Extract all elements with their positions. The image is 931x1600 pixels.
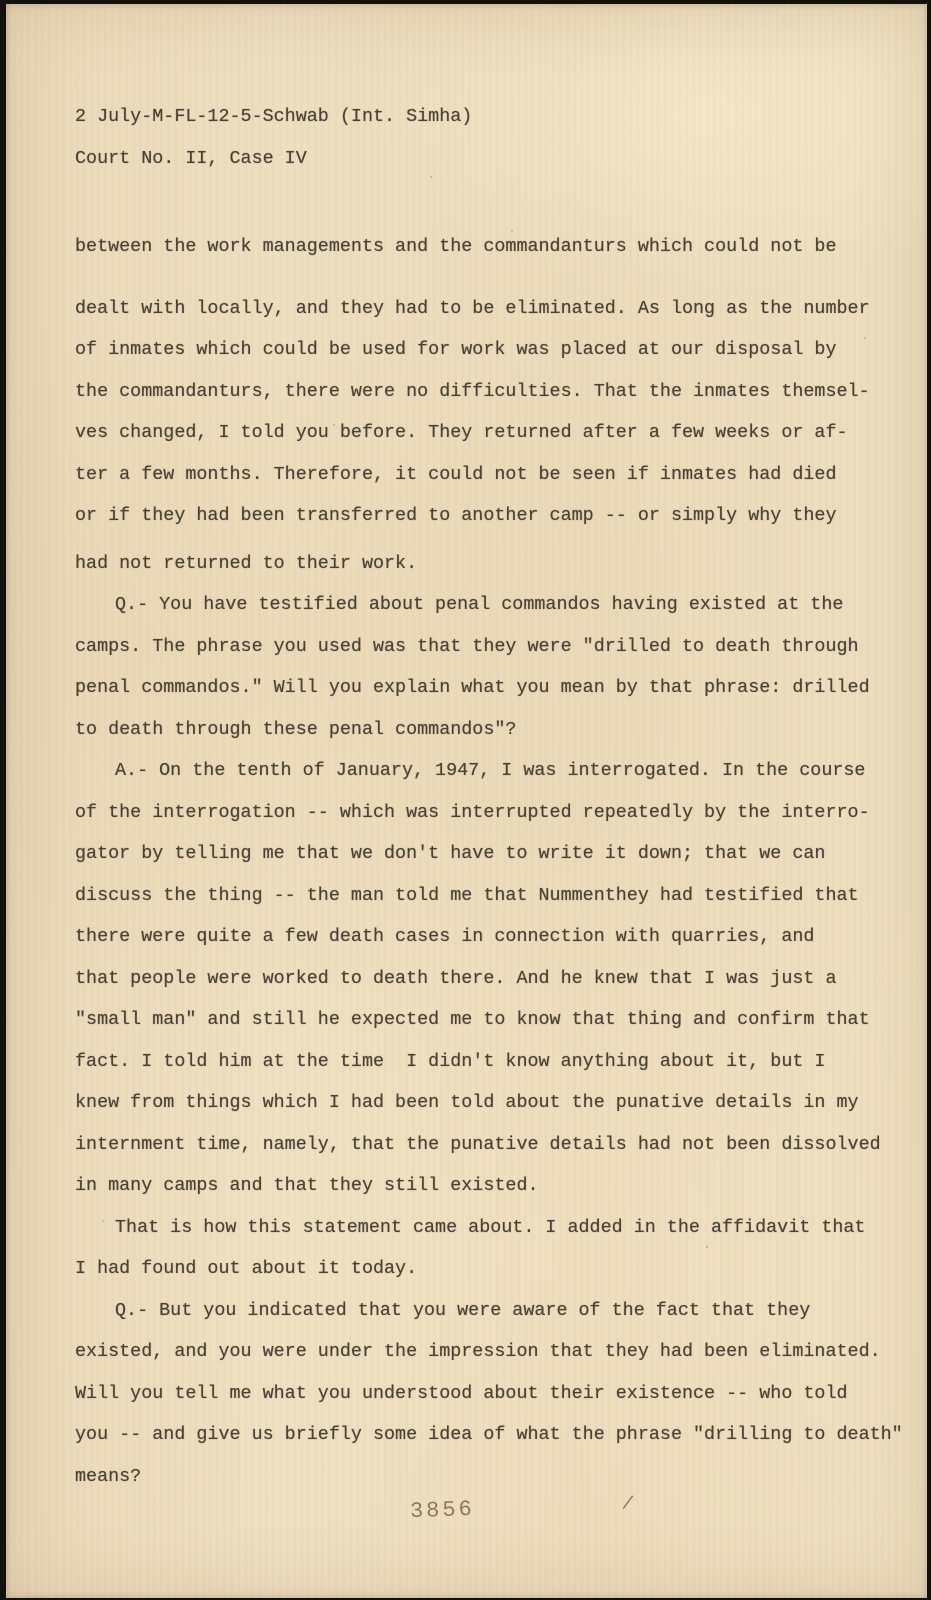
transcript-line: in many camps and that they still existed. xyxy=(75,1175,539,1196)
transcript-line: existed, and you were under the impression that they had been eliminated. xyxy=(75,1341,881,1362)
document-header-line-1: 2 July-M-FL-12-5-Schwab (Int. Simha) xyxy=(75,106,473,127)
transcript-line: means? xyxy=(75,1465,142,1487)
transcript-line: Q.- But you indicated that you were aware of the fact that they xyxy=(115,1299,811,1321)
transcript-body xyxy=(75,226,903,1497)
transcript-line: That is how this statement came about. I added in the affidavit that xyxy=(115,1216,866,1238)
transcript-line: discuss the thing -- the man told me that Nummenthey had testified that xyxy=(75,884,859,906)
transcript-line: knew from things which I had been told about the punative details in my xyxy=(75,1092,859,1113)
transcript-line: had not returned to their work. xyxy=(75,552,418,574)
transcript-line: the commandanturs, there were no difficulties. That the inmates themsel- xyxy=(75,380,870,402)
transcript-line: Will you tell me what you understood about their existence -- who told xyxy=(75,1382,848,1404)
transcript-line: dealt with locally, and they had to be eliminated. As long as the number xyxy=(75,297,870,319)
document-page xyxy=(6,4,927,1598)
transcript-line: I had found out about it today. xyxy=(75,1258,418,1279)
paper-specks xyxy=(6,4,8,6)
transcript-line: there were quite a few death cases in connection with quarries, and xyxy=(75,926,815,947)
transcript-line: "small man" and still he expected me to know that thing and confirm that xyxy=(75,1009,870,1030)
transcript-text-block xyxy=(75,96,903,1497)
transcript-line: you -- and give us briefly some idea of what the phrase "drilling to death" xyxy=(75,1424,903,1445)
transcript-line: that people were worked to death there. And he knew that I was just a xyxy=(75,967,837,989)
transcript-line: of inmates which could be used for work was placed at our disposal by xyxy=(75,339,837,360)
transcript-line: between the work managements and the commandanturs which could not be xyxy=(75,236,837,257)
transcript-line: fact. I told him at the time I didn't know anything about it, but I xyxy=(75,1050,826,1072)
transcript-line: ter a few months. Therefore, it could not be seen if inmates had died xyxy=(75,463,837,485)
transcript-line: camps. The phrase you used was that they were "drilled to death through xyxy=(75,635,859,657)
transcript-line: internment time, namely, that the punative details had not been dissolved xyxy=(75,1133,881,1155)
transcript-line: A.- On the tenth of January, 1947, I was interrogated. In the course xyxy=(115,760,866,781)
pencil-slash-mark: / xyxy=(620,1492,635,1516)
page-number: 3856 xyxy=(409,1496,476,1525)
transcript-line: or if they had been transferred to another camp -- or simply why they xyxy=(75,505,837,526)
transcript-line: to death through these penal commandos"? xyxy=(75,718,517,740)
transcript-line: penal commandos." Will you explain what you mean by that phrase: drilled xyxy=(75,677,870,698)
transcript-line: gator by telling me that we don't have to write it down; that we can xyxy=(75,843,826,864)
transcript-line: Q.- You have testified about penal commandos having existed at the xyxy=(115,594,844,615)
transcript-line: of the interrogation -- which was interrupted repeatedly by the interro- xyxy=(75,801,870,823)
document-header-line-2: Court No. II, Case IV xyxy=(75,147,307,169)
header-body-gap xyxy=(75,179,897,226)
transcript-line: ves changed, I told you before. They returned after a few weeks or af- xyxy=(75,422,848,443)
